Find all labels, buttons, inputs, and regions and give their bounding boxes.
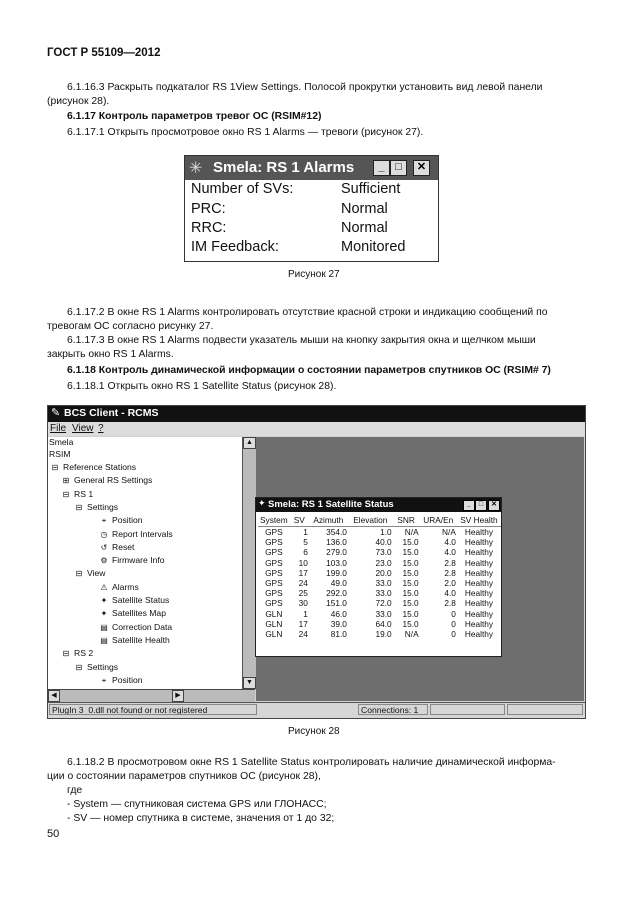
satellite-icon: ✳ — [189, 160, 203, 177]
tree-item[interactable] — [98, 675, 143, 686]
alarms-window-titlebar[interactable] — [185, 156, 438, 180]
alarms-window — [184, 155, 439, 262]
expand-icon[interactable]: ⊟ — [75, 569, 83, 578]
expand-icon[interactable]: ⊞ — [62, 476, 70, 485]
paragraph-6-1-17-3: 6.1.17.3 В окне RS 1 Alarms подвести указатель мыши на кнопку закрытия окна и щелчком мыши — [67, 335, 536, 346]
table-cell: 15.0 — [402, 608, 419, 619]
table-row — [258, 609, 501, 619]
table-cell: 2.0 — [444, 578, 456, 589]
status-panel — [507, 704, 583, 715]
table-cell: 23.0 — [375, 557, 392, 568]
expand-icon[interactable]: ⊟ — [75, 503, 83, 512]
app-icon: ✎ — [51, 407, 61, 419]
table-cell: 49.0 — [330, 578, 347, 589]
scroll-right-arrow-icon[interactable]: ▶ — [172, 690, 184, 702]
table-cell: 136.0 — [326, 537, 347, 548]
tree-item[interactable] — [73, 502, 118, 512]
expand-icon[interactable]: ⊟ — [62, 649, 70, 658]
table-row — [258, 619, 501, 629]
table-cell: 1.0 — [380, 527, 392, 537]
table-cell: 2.8 — [444, 567, 456, 578]
satellite-window-titlebar[interactable] — [256, 498, 501, 512]
table-cell: 4.0 — [444, 588, 456, 599]
column-header[interactable]: System — [258, 514, 290, 527]
table-cell: 10 — [298, 557, 308, 568]
alarms-window-title: Smela: RS 1 Alarms — [213, 159, 355, 176]
table-cell: 64.0 — [375, 618, 392, 629]
table-cell: N/A — [404, 629, 419, 640]
maximize-button[interactable]: □ — [475, 500, 487, 511]
tree-item[interactable] — [73, 662, 118, 672]
table-cell: 33.0 — [375, 578, 392, 589]
paragraph-6-1-18-1: 6.1.18.1 Открыть окно RS 1 Satellite Status (рисунок 28). — [67, 381, 337, 392]
column-header[interactable]: SNR — [393, 514, 420, 527]
table-row — [258, 629, 501, 639]
table-row — [258, 537, 501, 547]
table-cell: Healthy — [464, 578, 494, 589]
table-cell: 15.0 — [402, 557, 419, 568]
figure-27-caption: Рисунок 27 — [288, 269, 340, 280]
table-cell: Healthy — [464, 618, 494, 629]
column-header[interactable]: SV Health — [457, 514, 501, 527]
table-cell: 4.0 — [444, 547, 456, 558]
table-cell: GPS — [265, 527, 283, 537]
table-cell: 4.0 — [444, 537, 456, 548]
tree-item[interactable] — [98, 515, 143, 526]
tree-label: Reset — [112, 542, 135, 552]
position-icon: ⌖ — [101, 516, 107, 525]
status-bar — [48, 702, 585, 718]
tree-label: View — [87, 568, 106, 578]
expand-icon[interactable]: ⊟ — [62, 490, 70, 499]
table-cell: Healthy — [464, 629, 494, 640]
table-cell: Healthy — [464, 608, 494, 619]
paragraph-6-1-17-2: 6.1.17.2 В окне RS 1 Alarms контролировать отсутствие красной строки и индикацию сообщений по — [67, 307, 548, 318]
tree-item[interactable] — [98, 635, 170, 645]
tree-label: Satellite Health — [112, 635, 170, 645]
table-cell: 0 — [451, 608, 456, 619]
table-cell: 15.0 — [402, 567, 419, 578]
clock-icon: ◷ — [100, 530, 108, 539]
tree-item[interactable] — [98, 595, 169, 605]
section-heading-6-1-17: 6.1.17 Контроль параметров тревог ОС (RSIM#12) — [67, 111, 322, 122]
tree-item[interactable] — [73, 568, 105, 578]
table-cell: N/A — [442, 527, 456, 537]
tree-label: Settings — [87, 662, 119, 672]
table-cell: GLN — [265, 618, 283, 629]
table-cell: GPS — [265, 567, 283, 578]
table-cell: 5 — [303, 537, 308, 548]
tree-label: RSIM — [49, 449, 71, 459]
tree-item[interactable] — [60, 475, 152, 485]
table-cell: 15.0 — [402, 537, 419, 548]
satellite-icon: ✦ — [100, 596, 108, 605]
table-cell: 15.0 — [402, 588, 419, 599]
tree-label: Settings — [87, 502, 119, 512]
table-cell: GPS — [265, 557, 283, 568]
table-cell: GLN — [265, 608, 283, 619]
table-row — [258, 558, 501, 568]
gear-icon: ⚙ — [100, 556, 108, 565]
alarm-icon: ⚠ — [100, 583, 108, 592]
table-cell: GLN — [265, 629, 283, 640]
table-row — [258, 588, 501, 598]
table-cell: 15.0 — [402, 578, 419, 589]
document-header: ГОСТ Р 55109—2012 — [47, 47, 161, 59]
table-cell: GPS — [265, 598, 283, 609]
paragraph-6-1-17-2-cont: тревогам ОС согласно рисунку 27. — [47, 321, 214, 332]
navigation-tree — [48, 437, 243, 689]
tree-label: Smela — [49, 437, 74, 447]
menu-help[interactable]: ? — [98, 423, 104, 434]
tree-item[interactable] — [49, 449, 70, 459]
table-cell: Healthy — [464, 537, 494, 548]
table-cell: 40.0 — [375, 537, 392, 548]
table-cell: 19.0 — [375, 629, 392, 640]
alarm-value: Monitored — [341, 239, 406, 255]
tree-label: Report Intervals — [112, 529, 173, 539]
alarm-value: Normal — [341, 201, 388, 217]
minimize-button[interactable]: _ — [463, 500, 475, 511]
paragraph-6-1-18-2: 6.1.18.2 В просмотровом окне RS 1 Satellite Status контролировать наличие динамической информа- — [67, 757, 556, 768]
satellite-table — [258, 514, 501, 639]
menu-view[interactable]: View — [72, 423, 94, 434]
table-cell: 15.0 — [402, 618, 419, 629]
table-cell: 0 — [451, 618, 456, 629]
table-cell: Healthy — [464, 588, 494, 599]
scroll-up-arrow-icon[interactable]: ▲ — [243, 437, 256, 449]
scroll-left-arrow-icon[interactable]: ◀ — [48, 690, 60, 702]
tree-label: Satellite Status — [112, 595, 170, 605]
table-cell: 279.0 — [326, 547, 347, 558]
tree-item[interactable] — [98, 582, 139, 592]
table-cell: 199.0 — [326, 567, 347, 578]
table-cell: 292.0 — [326, 588, 347, 599]
maximize-button[interactable]: □ — [390, 160, 407, 176]
paragraph-6-1-16-3: 6.1.16.3 Раскрыть подкаталог RS 1View Settings. Полосой прокрутки установить вид левой панели — [67, 82, 543, 93]
bcs-titlebar[interactable] — [48, 406, 585, 422]
tree-label: Reference Stations — [63, 462, 137, 472]
scroll-down-arrow-icon[interactable]: ▼ — [243, 677, 256, 689]
bcs-title: BCS Client - RCMS — [64, 407, 159, 419]
satellite-status-window — [255, 497, 502, 657]
paragraph-6-1-17-1: 6.1.17.1 Открыть просмотровое окно RS 1 Alarms — тревоги (рисунок 27). — [67, 127, 424, 138]
close-button[interactable]: ✕ — [413, 160, 430, 176]
tree-label: Alarms — [112, 582, 139, 592]
column-header[interactable]: SV — [290, 514, 309, 527]
table-row — [258, 527, 501, 538]
page-number: 50 — [47, 828, 60, 840]
table-cell: 1 — [303, 608, 308, 619]
table-cell: GPS — [265, 537, 283, 548]
tree-label: RS 2 — [74, 648, 94, 658]
table-cell: 72.0 — [375, 598, 392, 609]
document-icon: ▤ — [100, 623, 108, 632]
alarm-key: IM Feedback: — [191, 239, 279, 255]
column-header[interactable]: Azimuth — [309, 514, 348, 527]
tree-item[interactable] — [98, 608, 166, 618]
paragraph-6-1-16-3-cont: (рисунок 28). — [47, 96, 110, 107]
alarm-value: Normal — [341, 220, 388, 236]
table-cell: Healthy — [464, 557, 494, 568]
table-cell: GPS — [265, 578, 283, 589]
satellite-icon: ✦ — [258, 498, 266, 508]
table-row — [258, 547, 501, 557]
table-cell: 39.0 — [330, 618, 347, 629]
table-cell: 25 — [298, 588, 308, 599]
tree-label: Satellites Map — [112, 608, 166, 618]
table-cell: 33.0 — [375, 588, 392, 599]
list-item-system: - System — спутниковая система GPS или ГЛОНАСС; — [67, 799, 327, 810]
table-cell: 6 — [303, 547, 308, 558]
table-cell: N/A — [404, 527, 419, 537]
table-cell: 73.0 — [375, 547, 392, 558]
menu-bar — [48, 422, 585, 436]
document-icon: ▤ — [100, 636, 108, 645]
tree-label: Correction Data — [112, 622, 173, 632]
tree-item[interactable] — [98, 622, 172, 632]
table-cell: 33.0 — [375, 608, 392, 619]
table-cell: 30 — [298, 598, 308, 609]
table-cell: 24 — [298, 629, 308, 640]
tree-label: General RS Settings — [74, 475, 153, 485]
table-cell: 46.0 — [330, 608, 347, 619]
alarm-key: Number of SVs: — [191, 181, 294, 197]
table-cell: Healthy — [464, 547, 494, 558]
table-cell: Healthy — [464, 567, 494, 578]
figure-28-caption: Рисунок 28 — [288, 726, 340, 737]
minimize-button[interactable]: _ — [373, 160, 390, 176]
table-cell: 81.0 — [330, 629, 347, 640]
table-cell: 0 — [451, 629, 456, 640]
menu-file[interactable]: File — [50, 423, 67, 434]
table-cell: 15.0 — [402, 598, 419, 609]
table-cell: GPS — [265, 547, 283, 558]
table-cell: 2.8 — [444, 557, 456, 568]
tree-vertical-scrollbar[interactable] — [242, 437, 256, 689]
tree-horizontal-scrollbar[interactable] — [48, 689, 255, 702]
alarm-key: PRC: — [191, 201, 226, 217]
table-cell: Healthy — [464, 527, 494, 537]
satellite-icon: ✦ — [100, 609, 108, 618]
satellite-window-title: Smela: RS 1 Satellite Status — [268, 499, 394, 510]
tree-label: Position — [112, 515, 143, 525]
table-row — [258, 598, 501, 608]
table-cell: 103.0 — [326, 557, 347, 568]
alarm-value: Sufficient — [341, 181, 401, 197]
expand-icon[interactable]: ⊟ — [75, 663, 83, 672]
status-connections: Connections: 1 — [358, 704, 428, 715]
tree-item[interactable] — [49, 462, 136, 472]
column-header[interactable]: URA/En — [420, 514, 457, 527]
position-icon: ⌖ — [101, 676, 107, 685]
section-heading-6-1-18: 6.1.18 Контроль динамической информации о состоянии параметров спутников ОС (RSIM# 7) — [67, 365, 551, 376]
tree-label: RS 1 — [74, 489, 94, 499]
tree-item[interactable] — [60, 648, 93, 658]
tree-item[interactable] — [98, 529, 173, 539]
tree-item[interactable] — [98, 542, 134, 552]
table-cell: 2.8 — [444, 598, 456, 609]
table-cell: 24 — [298, 578, 308, 589]
table-row — [258, 578, 501, 588]
table-cell: 17 — [298, 567, 308, 578]
list-item-sv: - SV — номер спутника в системе, значения от 1 до 32; — [67, 813, 335, 824]
close-button[interactable]: ✕ — [488, 500, 500, 511]
paragraph-6-1-18-2-cont: ции о состоянии параметров спутников ОС (рисунок 28), — [47, 771, 321, 782]
tree-item[interactable] — [60, 489, 93, 499]
table-cell: 20.0 — [375, 567, 392, 578]
column-header[interactable]: Elevation — [348, 514, 393, 527]
reset-icon: ↺ — [100, 543, 108, 552]
expand-icon[interactable]: ⊟ — [51, 463, 59, 472]
tree-label: Firmware Info — [112, 555, 165, 565]
table-cell: GPS — [265, 588, 283, 599]
table-cell: Healthy — [464, 598, 494, 609]
paragraph-where: где — [67, 785, 83, 796]
tree-item[interactable] — [98, 555, 165, 565]
status-panel — [430, 704, 505, 715]
table-cell: 354.0 — [326, 527, 347, 537]
status-message: PlugIn 3_0.dll not found or not registered — [49, 704, 257, 715]
table-cell: 151.0 — [326, 598, 347, 609]
paragraph-6-1-17-3-cont: закрыть окно RS 1 Alarms. — [47, 349, 174, 360]
table-cell: 15.0 — [402, 547, 419, 558]
table-cell: 1 — [303, 527, 308, 537]
alarm-key: RRC: — [191, 220, 227, 236]
table-cell: 17 — [298, 618, 308, 629]
tree-item[interactable] — [49, 437, 73, 447]
tree-label: Position — [112, 675, 143, 685]
table-row — [258, 568, 501, 578]
